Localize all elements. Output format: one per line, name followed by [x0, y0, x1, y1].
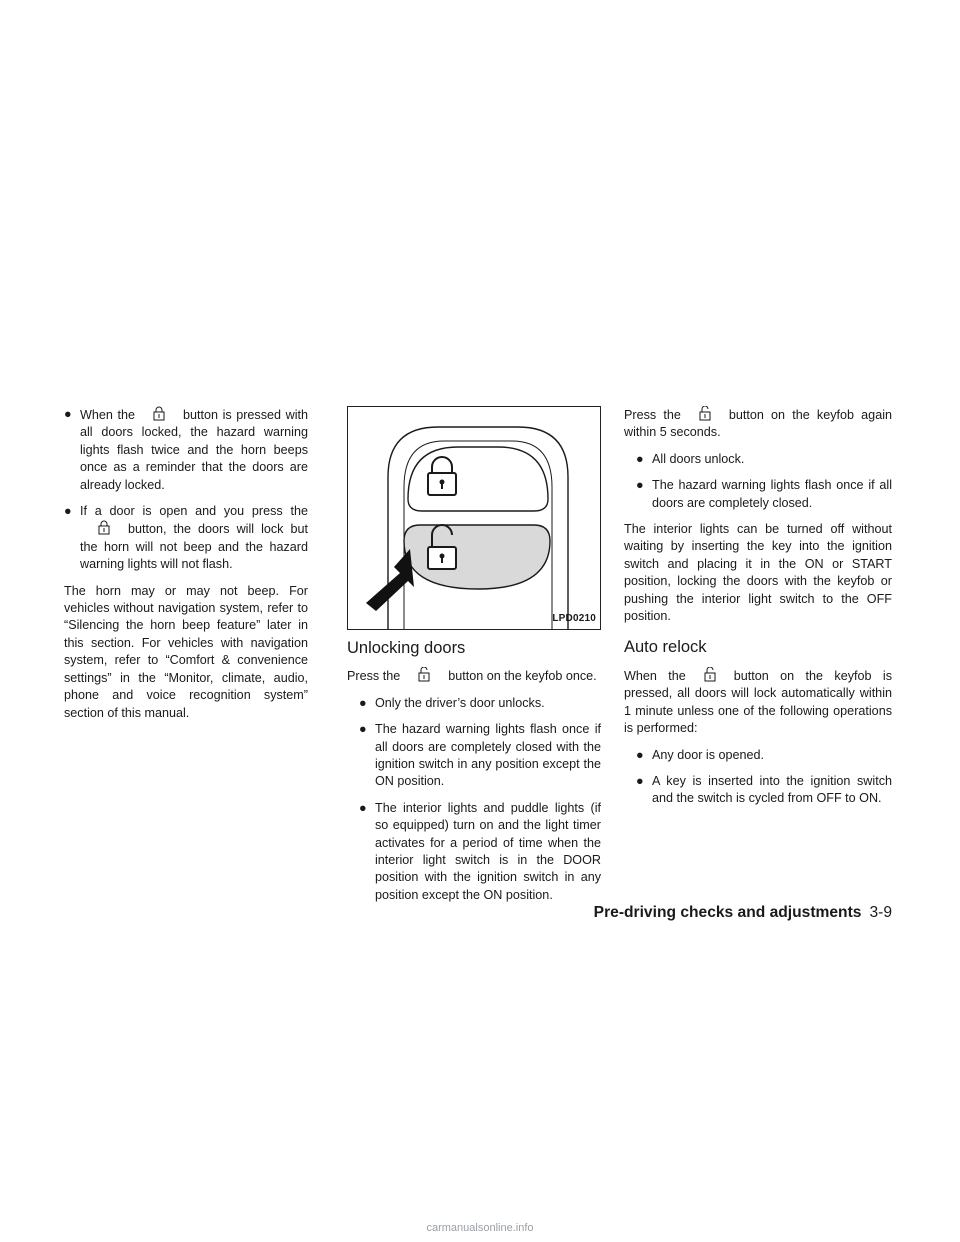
- bullet-dot: ●: [64, 504, 72, 519]
- column-middle: [347, 406, 601, 913]
- bullet-dot: ●: [359, 695, 367, 710]
- bullet-item: [636, 747, 892, 764]
- bullet-text: Any door is opened.: [652, 747, 765, 762]
- bullet-item: [359, 721, 601, 791]
- bullet-text: Only the driver’s door unlocks.: [375, 695, 545, 710]
- unlock-icon: [696, 667, 724, 682]
- bullet-dot: ●: [636, 478, 644, 493]
- bullet-dot: ●: [359, 800, 367, 815]
- intro-text-pre: Press the: [347, 669, 401, 684]
- p1-text-pre: Press the: [624, 408, 681, 422]
- keyfob-illustration: [348, 407, 600, 629]
- bullet-item: [636, 477, 892, 512]
- bullet-text: The interior lights and puddle lights (if so equipped) turn on and the light timer activates for a period of time when the interior light switch is in the DOOR position with the ignition switch in any position except the ON position.: [375, 800, 601, 902]
- p1-text-post: button on the keyfob again within 5 seconds.: [624, 408, 892, 440]
- bullet-item: [64, 406, 308, 494]
- bullet-text: All doors unlock.: [652, 451, 745, 466]
- bullet-dot: ●: [64, 407, 72, 421]
- p3-text-post: button on the keyfob is pressed, all doors will lock automatically within 1 minute unless one of the following operations is performed:: [624, 668, 892, 736]
- figure-label: LPD0210: [552, 612, 596, 624]
- lock-icon: [90, 520, 118, 535]
- section-title: Pre-driving checks and adjustments: [593, 904, 862, 921]
- bullet-item: [636, 773, 892, 808]
- page-footer: [500, 904, 892, 922]
- p3-text-pre: When the: [624, 668, 686, 683]
- bullet-item: [359, 695, 601, 712]
- site-watermark: carmanualsonline.info: [426, 1222, 534, 1234]
- bullet-text-pre: When the: [80, 408, 135, 422]
- bullet-text-post: button, the doors will lock but the horn will not beep and the hazard warning lights will not flash.: [80, 522, 308, 572]
- lock-icon: [145, 406, 173, 421]
- column-left: [64, 406, 308, 731]
- unlocking-doors-heading: Unlocking doors: [347, 639, 466, 657]
- bullet-dot: ●: [636, 773, 644, 788]
- bullet-text: The hazard warning lights flash once if all doors are completely closed.: [652, 478, 892, 510]
- horn-paragraph: The horn may or may not beep. For vehicles without navigation system, refer to “Silencing the horn beep feature” later in this section. For vehicles with navigation system, refer to “Comfort & convenience settings” in the “Monitor, climate, audio, phone and voice recognition system” section of this manual.: [64, 583, 308, 720]
- bullet-text: A key is inserted into the ignition switch and the switch is cycled from OFF to ON.: [652, 773, 892, 806]
- bullet-text-post: button is pressed with all doors locked, the hazard warning lights flash twice and the horn beeps once as a reminder that the doors are already locked.: [80, 408, 309, 492]
- auto-relock-paragraph: [624, 667, 892, 738]
- column-right: [624, 406, 892, 817]
- bullet-item: [359, 800, 601, 904]
- unlocking-intro: [347, 667, 601, 685]
- bullet-text: The hazard warning lights flash once if all doors are completely closed with the ignition switch in any position except the ON position.: [375, 722, 601, 789]
- unlock-icon: [691, 406, 719, 421]
- unlock-icon: [410, 667, 438, 682]
- bullet-item: [64, 503, 308, 574]
- bullet-dot: ●: [359, 722, 367, 737]
- bullet-dot: ●: [636, 451, 644, 466]
- auto-relock-heading: Auto relock: [624, 638, 707, 657]
- interior-lights-paragraph: The interior lights can be turned off without waiting by inserting the key into the ignition switch and placing it in the ON or START position, locking the doors with the keyfob or pushing the interior light switch to the OFF position.: [624, 522, 892, 624]
- press-again-paragraph: [624, 406, 892, 442]
- bullet-text-pre: If a door is open and you press the: [80, 504, 308, 519]
- bullet-dot: ●: [636, 747, 644, 762]
- keyfob-figure: [347, 406, 601, 630]
- intro-text-post: button on the keyfob once.: [448, 669, 597, 684]
- bullet-item: [636, 451, 892, 468]
- page-number: 3-9: [869, 904, 892, 921]
